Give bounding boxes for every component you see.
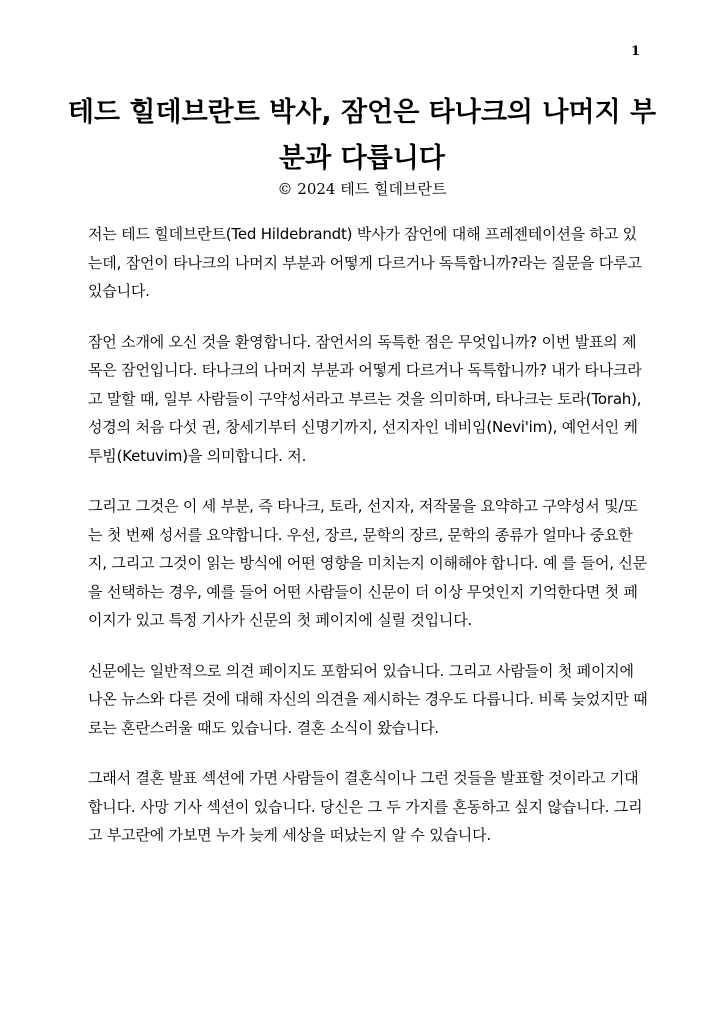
document-title: 테드 힐데브란트 박사, 잠언은 타나크의 나머지 부분과 다릅니다 bbox=[67, 97, 657, 174]
paragraph-4: 신문에는 일반적으로 의견 페이지도 포함되어 있습니다. 그리고 사람들이 첫 페이지에 나온 뉴스와 다른 것에 대해 자신의 의견을 제시하는 경우도 다릅니다. 비록 늦었지만 때로는 혼란스러울 때도 있습니다. 결혼 소식이 왔습니다. bbox=[88, 661, 648, 737]
document-body bbox=[88, 220, 648, 872]
copyright-line: © 2024 테드 힐데브란트 bbox=[277, 180, 447, 198]
page-number: 1 bbox=[630, 44, 640, 59]
paragraph-2: 잠언 소개에 오신 것을 환영합니다. 잠언서의 독특한 점은 무엇입니까? 이번 발표의 제목은 잠언입니다. 타나크의 나머지 부분과 어떻게 다르거나 독특합니까? 내가 타나크라고 말할 때, 일부 사람들이 구약성서라고 부르는 것을 의미하며, 타나크는 토라(Torah), 성경의 처음 다섯 권, 창세기부터 신명기까지, 선지자인 네비임(Nevi'im), 예언서인 케투빔(Ketuvim)을 의미합니다. 저. bbox=[88, 332, 642, 465]
paragraph-5: 그래서 결혼 발표 섹션에 가면 사람들이 결혼식이나 그런 것들을 발표할 것이라고 기대합니다. 사망 기사 섹션이 있습니다. 당신은 그 두 가지를 혼동하고 싶지 않습니다. 그리고 부고란에 가보면 누가 늦게 세상을 떠났는지 알 수 있습니다. bbox=[88, 769, 643, 844]
paragraph-1: 저는 테드 힐데브란트(Ted Hildebrandt) 박사가 잠언에 대해 프레젠테이션을 하고 있는데, 잠언이 타나크의 나머지 부분과 어떻게 다르거나 독특합니까?라는 질문을 다루고 있습니다. bbox=[88, 225, 642, 300]
paragraph-3: 그리고 그것은 이 세 부분, 즉 타나크, 토라, 선지자, 저작물을 요약하고 구약성서 및/또는 첫 번째 성서를 요약합니다. 우선, 장르, 문학의 장르, 문학의 종류가 얼마나 중요한지, 그리고 그것이 읽는 방식에 어떤 영향을 미치는지 이해해야 합니다. 예 를 들어, 신문을 선택하는 경우, 예를 들어 어떤 사람들이 신문이 더 이상 무엇인지 기억한다면 첫 페이지가 있고 특정 기사가 신문의 첫 페이지에 실릴 것입니다. bbox=[88, 497, 647, 629]
